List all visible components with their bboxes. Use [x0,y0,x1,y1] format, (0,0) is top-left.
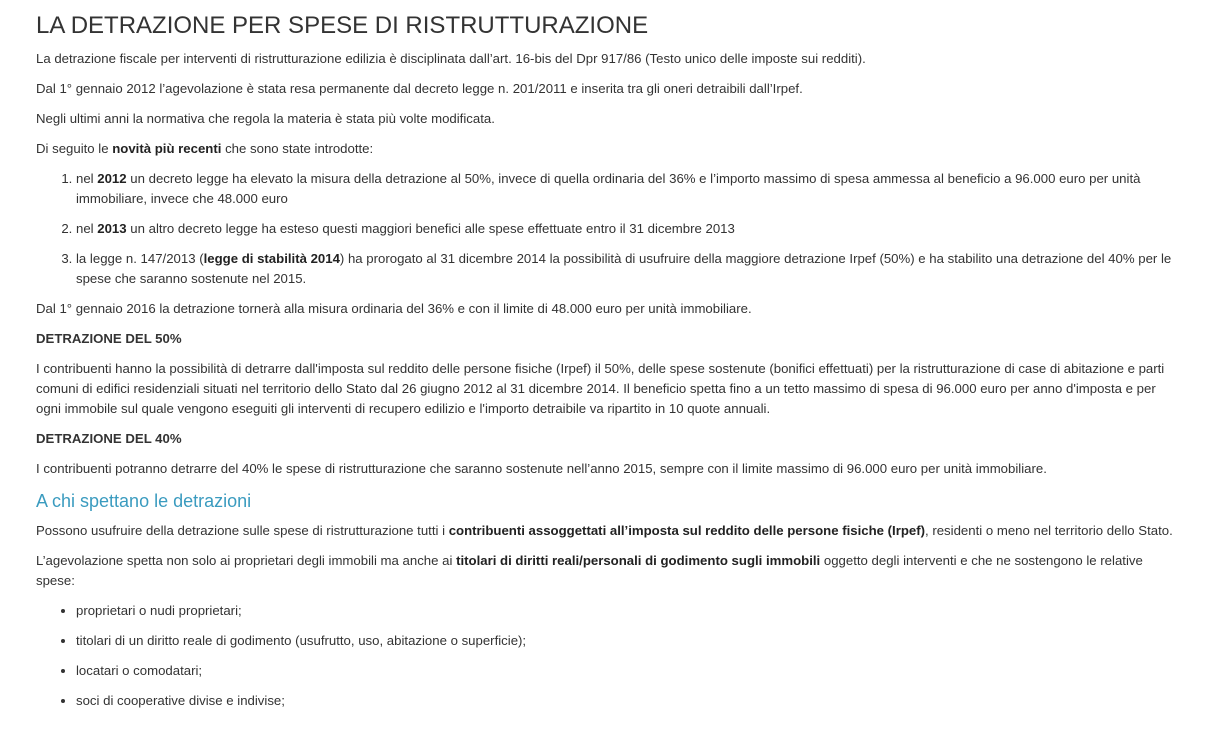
detrazione-50-label: DETRAZIONE DEL 50% [36,331,182,346]
chi-paragraph-1 [36,521,1176,541]
list-item: • soci di cooperative divise e indivise; [76,691,1176,711]
intro-p4-pre: Di seguito le [36,141,113,156]
page-title: LA DETRAZIONE PER SPESE DI RISTRUTTURAZIONE [36,12,649,39]
chi-p2-post: oggetto degli interventi e che ne sostengono le relative spese: [36,553,1143,588]
novita-item [76,169,1176,209]
intro-p4-post: che sono state introdotte: [221,141,374,156]
section-heading-chi-spettano: A chi spettano le detrazioni [36,491,252,511]
novita-item-post: ) ha prorogato al 31 dicembre 2014 la possibilità di usufruire della maggiore detrazione Irpef (50%) e ha stabilito una detrazione del 40% per le spese che saranno sostenute nel 2015. [76,251,1172,286]
chi-paragraph-2 [36,551,1176,591]
list-item: • titolari di un diritto reale di godimento (usufrutto, uso, abitazione o superficie); [76,631,1176,651]
novita-item-pre: nel [76,171,98,186]
chi-p1-pre: Possono usufruire della detrazione sulle spese di ristrutturazione tutti i [36,523,449,538]
intro-paragraph-3: Negli ultimi anni la normativa che regola la materia è stata più volte modificata. [36,111,495,126]
novita-item [76,249,1176,289]
novita-item-post: un decreto legge ha elevato la misura della detrazione al 50%, invece di quella ordinaria del 36% e l’importo massimo di spesa ammessa al beneficio a 96.000 euro per unità immobiliare, invece che 48.000 euro [76,171,1141,206]
detrazione-50-text: I contribuenti hanno la possibilità di detrarre dall'imposta sul reddito delle persone fisiche (Irpef) il 50%, delle spese sostenute (bonifici effettuati) per la ristrutturazione di case di abitazione e parti comuni di edifici residenziali situati nel territorio dello Stato dal 26 giugno 2012 al 31 dicembre 2014. Il beneficio spetta fino a un tetto massimo di spesa di 96.000 euro per anno d'imposta e per ogni immobile sul quale vengono eseguiti gli interventi di recupero edilizio e l'importo detraibile va ripartito in 10 quote annuali. [36,361,1165,416]
intro-paragraph-1: La detrazione fiscale per interventi di ristrutturazione edilizia è disciplinata dall’art. 16-bis del Dpr 917/86 (Testo unico delle imposte sui redditi). [36,51,866,66]
novita-item-post: un altro decreto legge ha esteso questi maggiori benefici alle spese effettuate entro il 31 dicembre 2013 [126,221,735,236]
chi-p2-bold: titolari di diritti reali/personali di godimento sugli immobili [456,553,821,568]
novita-item [76,219,1176,239]
chi-p1-post: , residenti o meno nel territorio dello Stato. [925,523,1173,538]
novita-item-bold: legge di stabilità 2014 [203,251,340,266]
chi-p1-bold: contribuenti assoggettati all’imposta sul reddito delle persone fisiche (Irpef) [448,523,925,538]
chi-p2-pre: L’agevolazione spetta non solo ai proprietari degli immobili ma anche ai [36,553,457,568]
paragraph-2016: Dal 1° gennaio 2016 la detrazione tornerà alla misura ordinaria del 36% e con il limite di 48.000 euro per unità immobiliare. [36,301,752,316]
detrazione-40-label: DETRAZIONE DEL 40% [36,431,182,446]
novita-item-bold: 2012 [97,171,127,186]
novita-list [36,169,1176,289]
list-item: • proprietari o nudi proprietari; [76,601,1176,621]
intro-p4-bold: novità più recenti [112,141,222,156]
beneficiari-list [36,601,1176,711]
novita-item-pre: nel [76,221,98,236]
novita-item-bold: 2013 [97,221,127,236]
intro-paragraph-2: Dal 1° gennaio 2012 l’agevolazione è stata resa permanente dal decreto legge n. 201/2011 e inserita tra gli oneri detraibili dall’Irpef. [36,81,803,96]
detrazione-40-text: I contribuenti potranno detrarre del 40% le spese di ristrutturazione che saranno sostenute nell’anno 2015, sempre con il limite massimo di 96.000 euro per unità immobiliare. [36,461,1047,476]
intro-paragraph-4 [36,139,1176,159]
list-item: • locatari o comodatari; [76,661,1176,681]
novita-item-pre: la legge n. 147/2013 ( [76,251,204,266]
